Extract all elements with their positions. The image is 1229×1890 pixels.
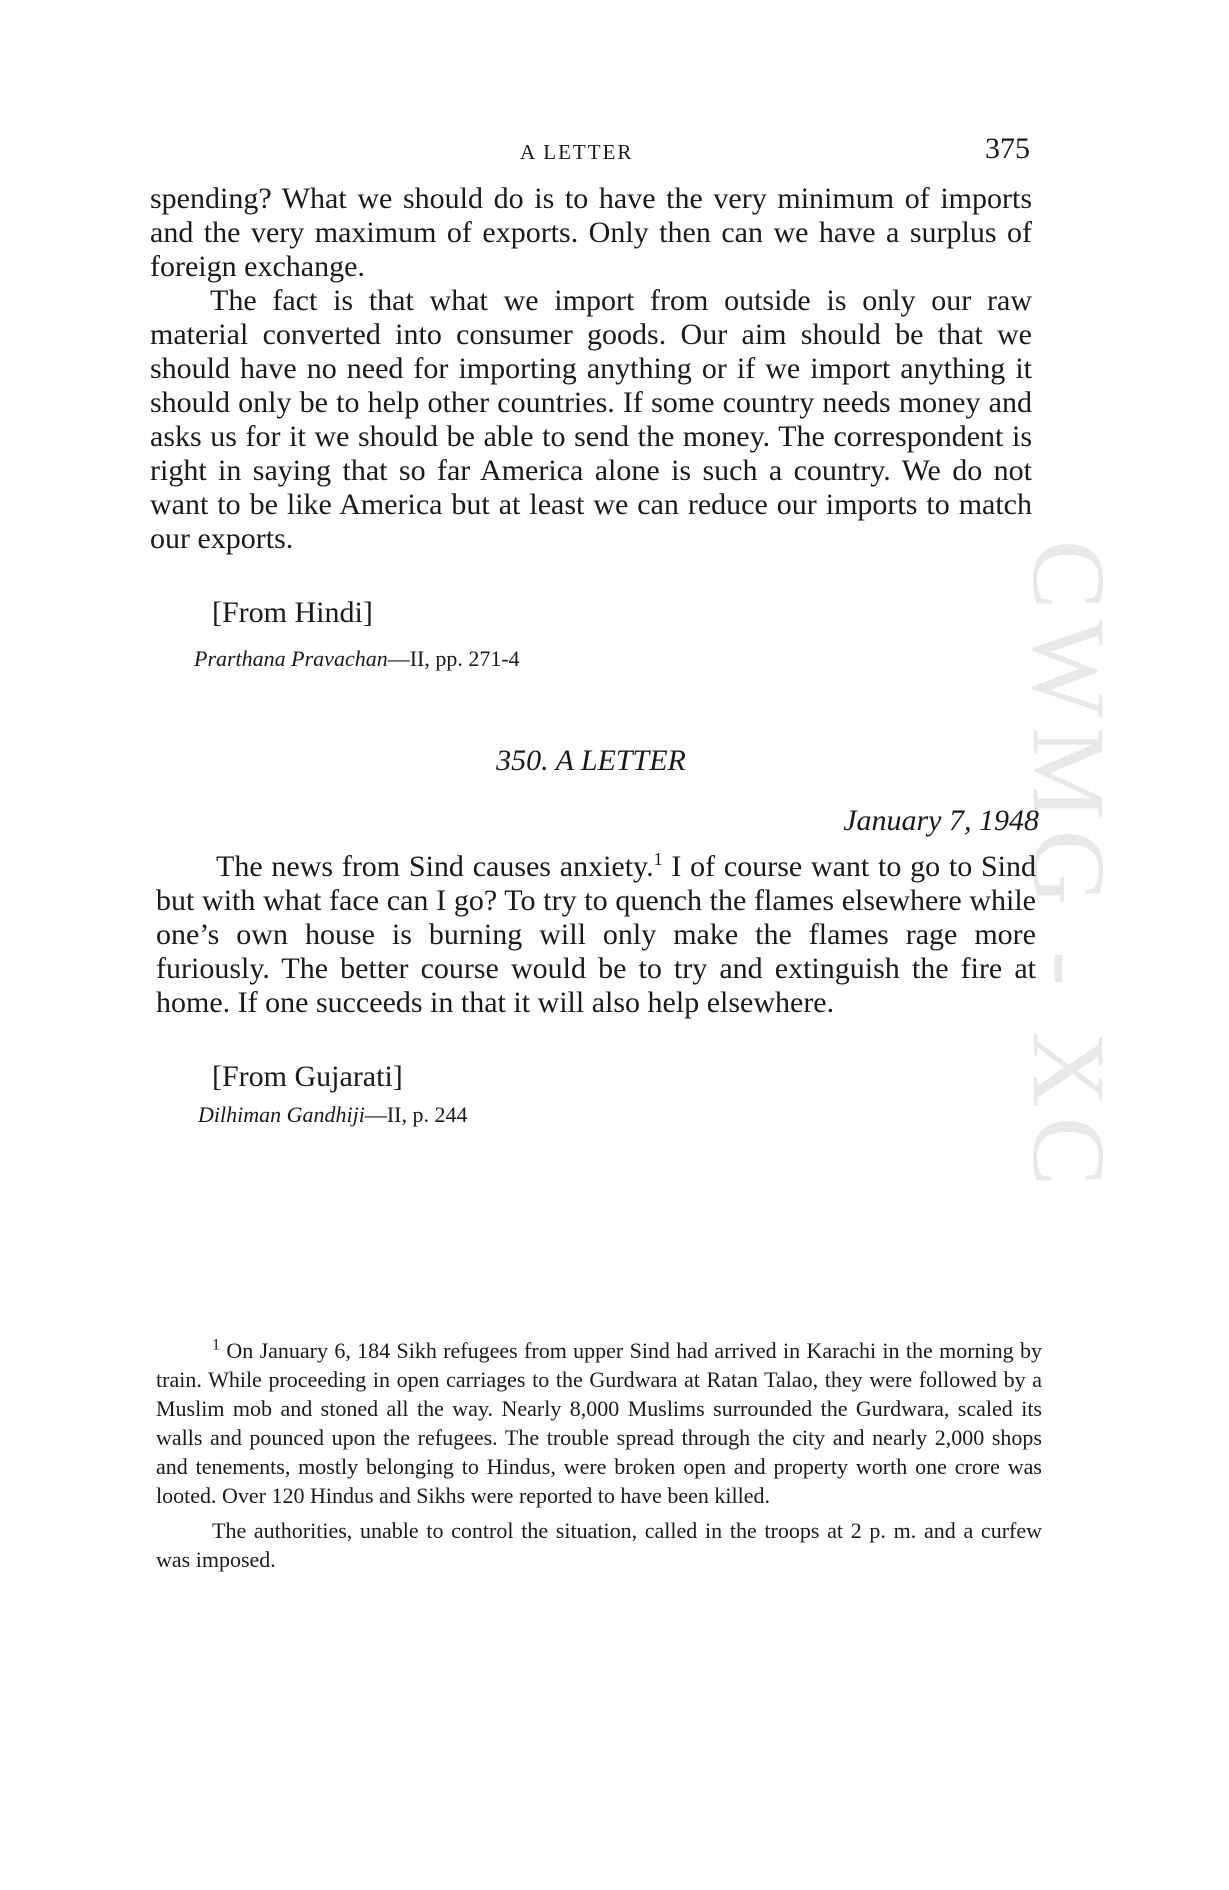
footnotes	[156, 1336, 1042, 1574]
letter-date: January 7, 1948	[843, 804, 1039, 837]
citation-title: Prarthana Pravachan	[194, 646, 388, 671]
footnote-1	[156, 1336, 1042, 1510]
running-title: A LETTER	[520, 140, 634, 164]
paragraph: The fact is that what we import from outside is only our raw material converted into consumer goods. Our aim should be that we should have no need for importing anything or if we import anything it should only be to help other countries. If some country needs money and asks us for it we should be able to send the money. The correspondent is right in saying that so far America alone is such a country. We do not want to be like America but at least we can reduce our imports to match our exports.	[150, 284, 1032, 555]
source-note-hindi: [From Hindi]	[212, 596, 373, 629]
letter-paragraph	[156, 850, 1036, 1020]
citation-dilhiman	[198, 1102, 468, 1128]
footnote-reference: 1	[653, 849, 663, 869]
item-title: 350. A LETTER	[496, 744, 686, 777]
running-header	[150, 132, 1030, 170]
citation-pages: —II, p. 244	[364, 1102, 468, 1127]
paragraph-continuation: spending? What we should do is to have the very minimum of imports and the very maximum of exports. Only then can we have a surplus of foreign exchange.	[150, 182, 1032, 283]
citation-title: Dilhiman Gandhiji	[198, 1102, 365, 1127]
page-number: 375	[985, 132, 1030, 165]
letter-text-rest: I of course want to go to Sind but with what face can I go? To try to quench the flames elsewhere while one’s own house is burning will only make the flames rage more furiously. The better course would be to try and extinguish the fire at home. If one succeeds in that it will also help elsewhere.	[156, 850, 1037, 1019]
source-note-gujarati: [From Gujarati]	[212, 1060, 403, 1093]
watermark: CWMG - XC	[1011, 540, 1126, 1197]
footnote-continuation: The authorities, unable to control the situation, called in the troops at 2 p. m. and a curfew was imposed.	[156, 1518, 1042, 1572]
letter-text-start: The news from Sind causes anxiety.	[216, 850, 654, 883]
letter-body	[156, 850, 1036, 1020]
continued-text-block	[150, 182, 1032, 556]
citation-pages: —II, pp. 271-4	[387, 646, 520, 671]
footnote-marker: 1	[212, 1336, 220, 1354]
footnote-text: On January 6, 184 Sikh refugees from upper Sind had arrived in Karachi in the morning by train. While proceeding in open carriages to the Gurdwara at Ratan Talao, they were followed by a Muslim mob and stoned all the way. Nearly 8,000 Muslims surrounded the Gurdwara, scaled its walls and pounced upon the refugees. The trouble spread through the city and nearly 2,000 shops and tenements, mostly belonging to Hindus, were broken open and property worth one crore was looted. Over 120 Hindus and Sikhs were reported to have been killed.	[156, 1338, 1042, 1508]
citation-prarthana	[194, 646, 520, 672]
